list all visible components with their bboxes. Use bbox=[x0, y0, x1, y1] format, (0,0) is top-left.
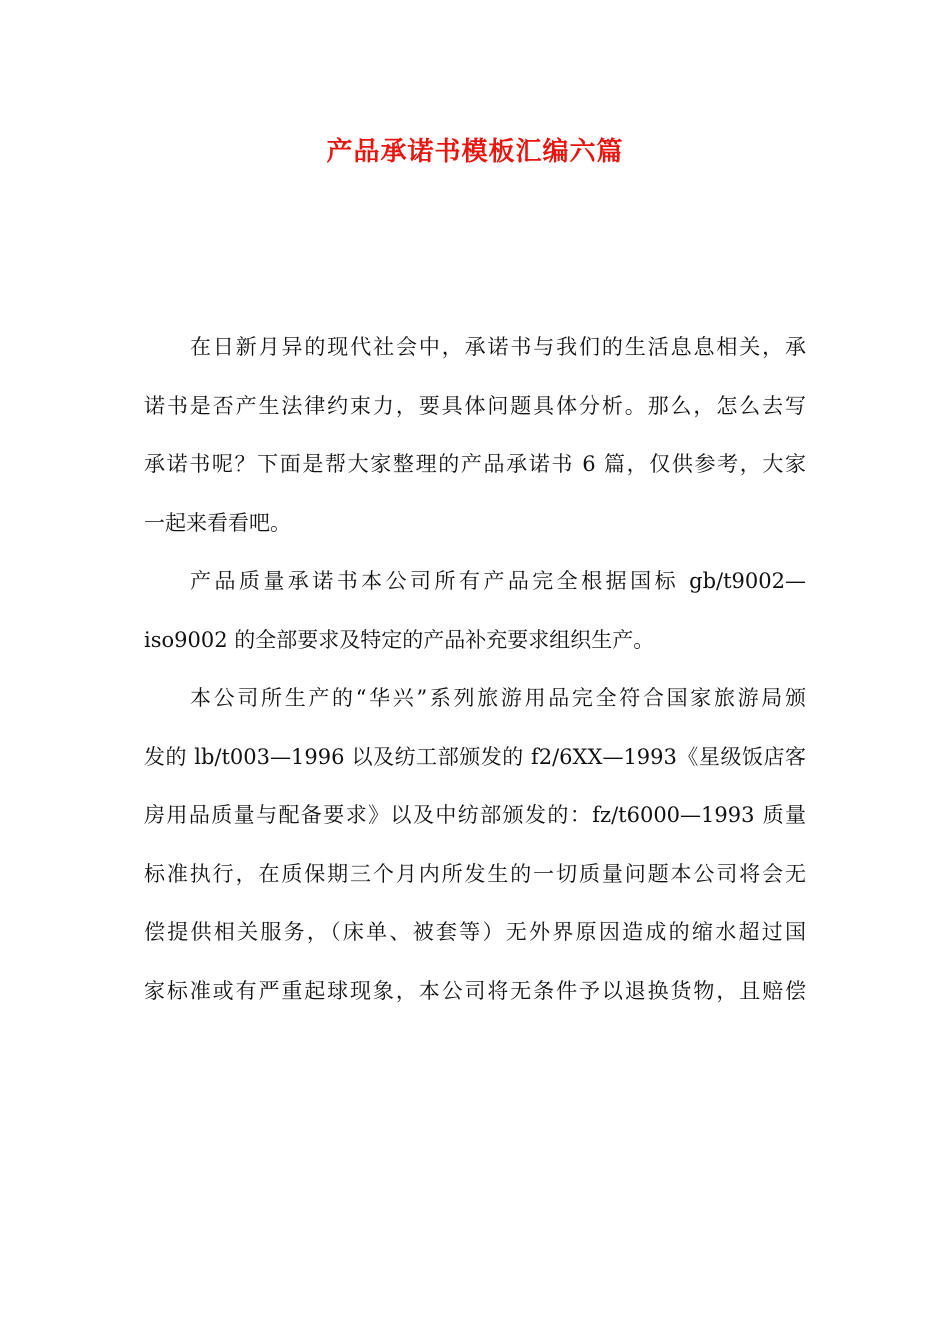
paragraph-line: iso9002 的全部要求及特定的产品补充要求组织生产。 bbox=[144, 627, 655, 652]
paragraph-line: 家标准或有严重起球现象，本公司将无条件予以退换货物，且赔偿 bbox=[144, 978, 806, 1003]
paragraph-line: 一起来看看吧。 bbox=[144, 510, 291, 535]
document-body bbox=[144, 318, 806, 1020]
paragraph-line: 产品质量承诺书本公司所有产品完全根据国标 gb/t9002— bbox=[190, 569, 806, 593]
paragraph-line: 诺书是否产生法律约束力，要具体问题具体分析。那么，怎么去写 bbox=[144, 393, 806, 418]
paragraph-line: 发的 lb/t003—1996 以及纺工部颁发的 f2/6XX—1993《星级饭店客 bbox=[144, 744, 806, 769]
paragraph-line: 本公司所生产的“华兴”系列旅游用品完全符合国家旅游局颁 bbox=[190, 686, 806, 710]
paragraph-line: 偿提供相关服务，（床单、被套等）无外界原因造成的缩水超过国 bbox=[144, 920, 806, 944]
paragraph-line: 房用品质量与配备要求》以及中纺部颁发的：fz/t6000—1993 质量 bbox=[144, 803, 806, 827]
paragraph-line: 承诺书呢？下面是帮大家整理的产品承诺书 6 篇，仅供参考，大家 bbox=[144, 452, 806, 476]
paragraph-line: 标准执行，在质保期三个月内所发生的一切质量问题本公司将会无 bbox=[144, 861, 806, 886]
paragraph-line: 在日新月异的现代社会中，承诺书与我们的生活息息相关，承 bbox=[190, 335, 806, 359]
document-title: 产品承诺书模板汇编六篇 bbox=[326, 137, 624, 167]
